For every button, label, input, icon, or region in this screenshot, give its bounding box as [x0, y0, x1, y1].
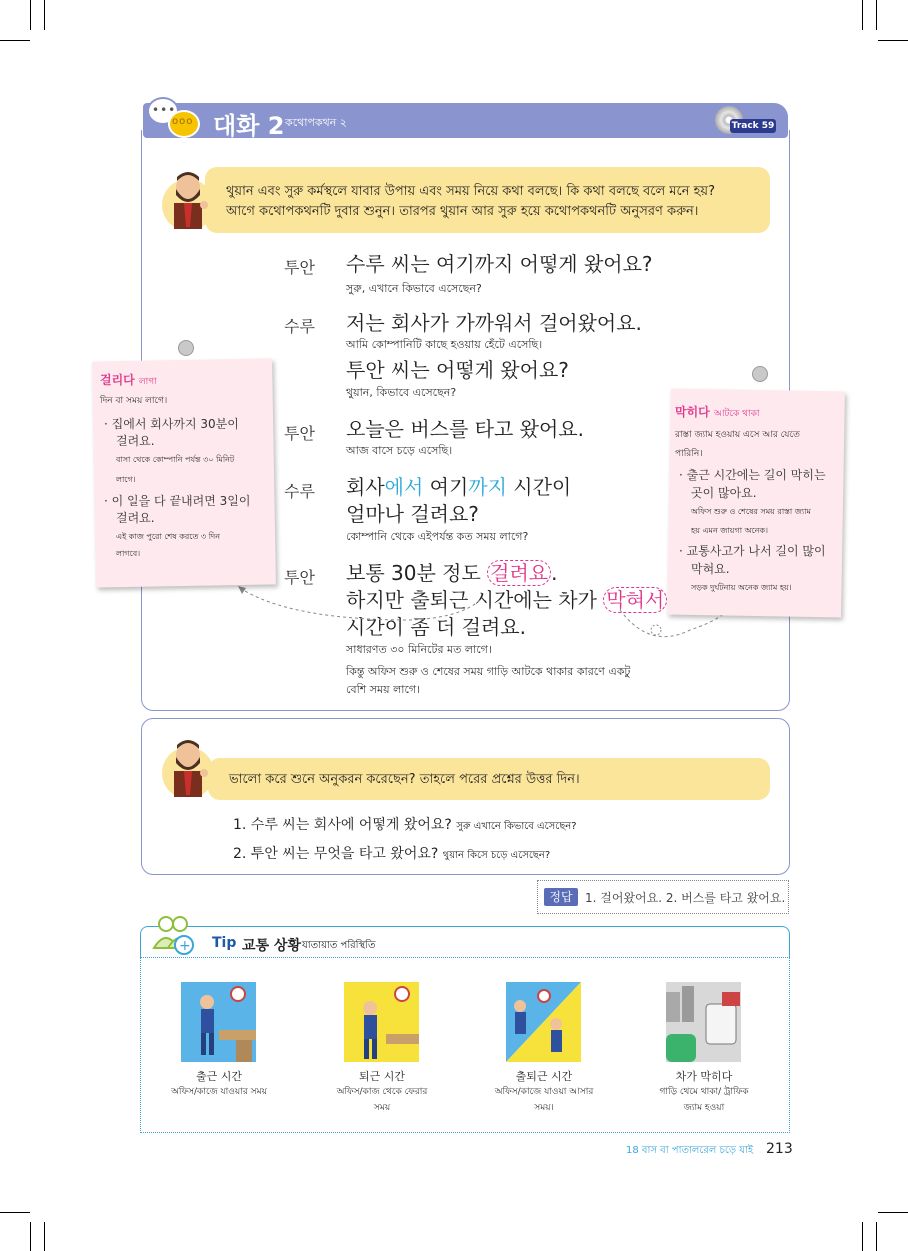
caption-bn: গাড়ি থেমে থাকা/ ট্রাফিক — [659, 1087, 749, 1097]
running-footer: 18 বাস বা পাতালরেল চড়ে যাই — [626, 1145, 754, 1156]
people-icon — [152, 914, 196, 956]
question — [233, 814, 577, 836]
section-title: 대화 2 — [213, 112, 285, 140]
word: 회사 — [346, 475, 385, 499]
korean-line: 시간이 좀 더 걸려요. — [346, 615, 526, 639]
answer-text: 1. 걸어왔어요. 2. 버스를 타고 왔어요. — [585, 891, 786, 905]
tip-label: Tip — [212, 935, 237, 951]
note-example-bn: সড়ক দুর্ঘটনায় অনেক জ্যাম হয়। — [691, 583, 792, 592]
speaker-label: 수루 — [284, 317, 315, 336]
illustration-leave-work — [344, 982, 419, 1062]
tip-header — [140, 926, 790, 957]
note-definition: দিন বা সময় লাগে। — [100, 396, 168, 406]
bengali-line: আমি কোম্পানিটি কাছে হওয়ায় হেঁটে এসেছি। — [346, 338, 543, 351]
note-example: 곳이 많아요. — [691, 486, 757, 500]
instruction-text: ভালো করে শুনে অনুকরন করেছেন? তাহলে পরের প্রশ্নের উত্তর দিন। — [229, 772, 580, 787]
note-example: 막혀요. — [691, 562, 730, 576]
note-word: 막히다 — [675, 405, 710, 419]
vocab-highlight[interactable]: 막혀서 — [603, 587, 667, 613]
caption-bn: সময়। — [534, 1103, 554, 1113]
bengali-line: সুরু, এখানে কিভাবে এসেছেন? — [346, 282, 482, 295]
note-word: 걸리다 — [100, 373, 135, 387]
teacher-avatar — [160, 733, 216, 797]
caption-bn: জ্যাম হওয়া — [683, 1103, 725, 1113]
question-bn: থুয়ান কিসে চড়ে এসেছেন? — [442, 850, 551, 861]
answer-label: 정답 — [544, 888, 578, 906]
caption: 차가 막히다 — [675, 1070, 733, 1083]
dots-icon: ooo — [172, 116, 194, 127]
vocab-highlight[interactable]: 걸려요 — [487, 560, 551, 586]
speaker-label: 투안 — [284, 568, 315, 587]
note-example: · 출근 시간에는 길이 막히는 — [679, 468, 826, 482]
word: 시간이 — [506, 475, 572, 499]
caption: 퇴근 시간 — [358, 1070, 405, 1083]
caption-bn: অফিস/কাজ থেকে ফেরার — [336, 1087, 428, 1097]
teacher-avatar — [160, 165, 216, 229]
bengali-line: আজ বাসে চড়ে এসেছি। — [346, 444, 453, 457]
highlight-particle: 까지 — [468, 475, 507, 499]
instruction-text: আগে কথোপকথনটি দুবার শুনুন। তারপর থুয়ান আর সুরু হয়ে কথোপকথনটি অনুসরণ করুন। — [226, 204, 699, 219]
pushpin-icon — [178, 340, 194, 356]
word: 여기 — [423, 475, 469, 499]
note-example: 걸려요. — [116, 434, 155, 448]
caption: 출퇴근 시간 — [515, 1070, 573, 1083]
section-subtitle: কথোপকথন ২ — [285, 116, 347, 129]
bengali-line: কিন্তু অফিস শুরু ও শেষের সময় গাড়ি আটকে থাকার কারণে একটু — [346, 665, 631, 678]
bengali-line: কোম্পানি থেকে এইপর্যন্ত কত সময় লাগে? — [346, 530, 529, 543]
svg-text:+: + — [179, 938, 191, 954]
korean-line — [346, 474, 571, 500]
korean-line: 저는 회사가 가까워서 걸어왔어요. — [346, 311, 642, 335]
korean-line: 수루 씨는 여기까지 어떻게 왔어요? — [346, 252, 653, 276]
note-example: 걸려요. — [116, 511, 155, 525]
illustration-traffic-jam — [666, 982, 741, 1062]
speaker-label: 투안 — [284, 424, 315, 443]
note-example-bn: লাগে। — [116, 475, 136, 484]
korean-line: 오늘은 버스를 타고 왔어요. — [346, 417, 584, 441]
note-example: · 집에서 회사까지 30분이 — [104, 417, 239, 431]
bengali-line: বেশি সময় লাগে। — [346, 683, 421, 696]
note-title — [675, 403, 760, 421]
bengali-line: সাধারণত ৩০ মিনিটের মত লাগে। — [346, 643, 492, 656]
korean-line: 투안 씨는 어떻게 왔어요? — [346, 358, 569, 382]
dots-icon: ••• — [152, 103, 177, 117]
note-title — [100, 371, 157, 389]
illustration-commute-to-work — [181, 982, 256, 1062]
question — [233, 843, 550, 865]
note-example: · 이 일을 다 끝내려면 3일이 — [104, 494, 251, 508]
highlight-particle: 에서 — [384, 475, 424, 499]
track-badge[interactable]: Track 59 — [731, 121, 775, 131]
note-definition: রাস্তা জ্যাম হওয়ায় এসে আর যেতে — [675, 430, 800, 440]
note-word-bn: লাগা — [138, 377, 157, 387]
note-example-bn: বাসা থেকে কোম্পানি পর্যন্ত ৩০ মিনিট — [116, 455, 235, 464]
pushpin-icon — [752, 366, 768, 382]
instruction-text: থুয়ান এবং সুরু কর্মস্থলে যাবার উপায় এবং সময় নিয়ে কথা বলছে। কি কথা বলছে বলে মনে হয়? — [226, 184, 715, 199]
caption-bn: অফিস/কাজে যাওয়ার সময় — [171, 1087, 267, 1097]
word: 하지만 출퇴근 시간에는 차가 — [346, 588, 604, 612]
note-definition: পারিনি। — [675, 449, 703, 459]
tip-title: 교통 상황 — [242, 938, 301, 954]
note-word-bn: আটকে থাকা — [713, 409, 760, 419]
bengali-line: থুয়ান, কিভাবে এসেছেন? — [346, 386, 457, 399]
caption-bn: সময় — [373, 1103, 391, 1113]
speaker-label: 수루 — [284, 482, 315, 501]
question-ko: 1. 수루 씨는 회사에 어떻게 왔어요? — [233, 817, 452, 833]
question-bn: সুরু এখানে কিভাবে এসেছেন? — [456, 821, 577, 832]
note-example-bn: অফিস শুরু ও শেষের সময় রাস্তা জ্যাম — [691, 507, 811, 516]
question-ko: 2. 투안 씨는 무엇을 타고 왔어요? — [233, 846, 439, 862]
note-example: · 교통사고가 나서 길이 많이 — [679, 544, 826, 558]
note-example-bn: হয় এমন জায়গা অনেক। — [691, 526, 768, 535]
word: 보통 30분 정도 — [346, 561, 488, 585]
tip-subtitle: যাতায়াত পরিস্থিতি — [302, 940, 376, 951]
page-number: 213 — [766, 1141, 793, 1157]
caption-bn: অফিস/কাজে যাওয়া আসার — [494, 1087, 594, 1097]
caption: 출근 시간 — [195, 1070, 242, 1083]
note-example-bn: লাগবে। — [116, 549, 141, 558]
korean-line: 얼마나 걸려요? — [346, 502, 479, 526]
word: . — [551, 561, 558, 585]
note-example-bn: এই কাজ পুরো শেষ করতে ৩ দিন — [116, 532, 221, 541]
speaker-label: 투안 — [284, 258, 315, 277]
illustration-commute-both — [506, 982, 581, 1062]
